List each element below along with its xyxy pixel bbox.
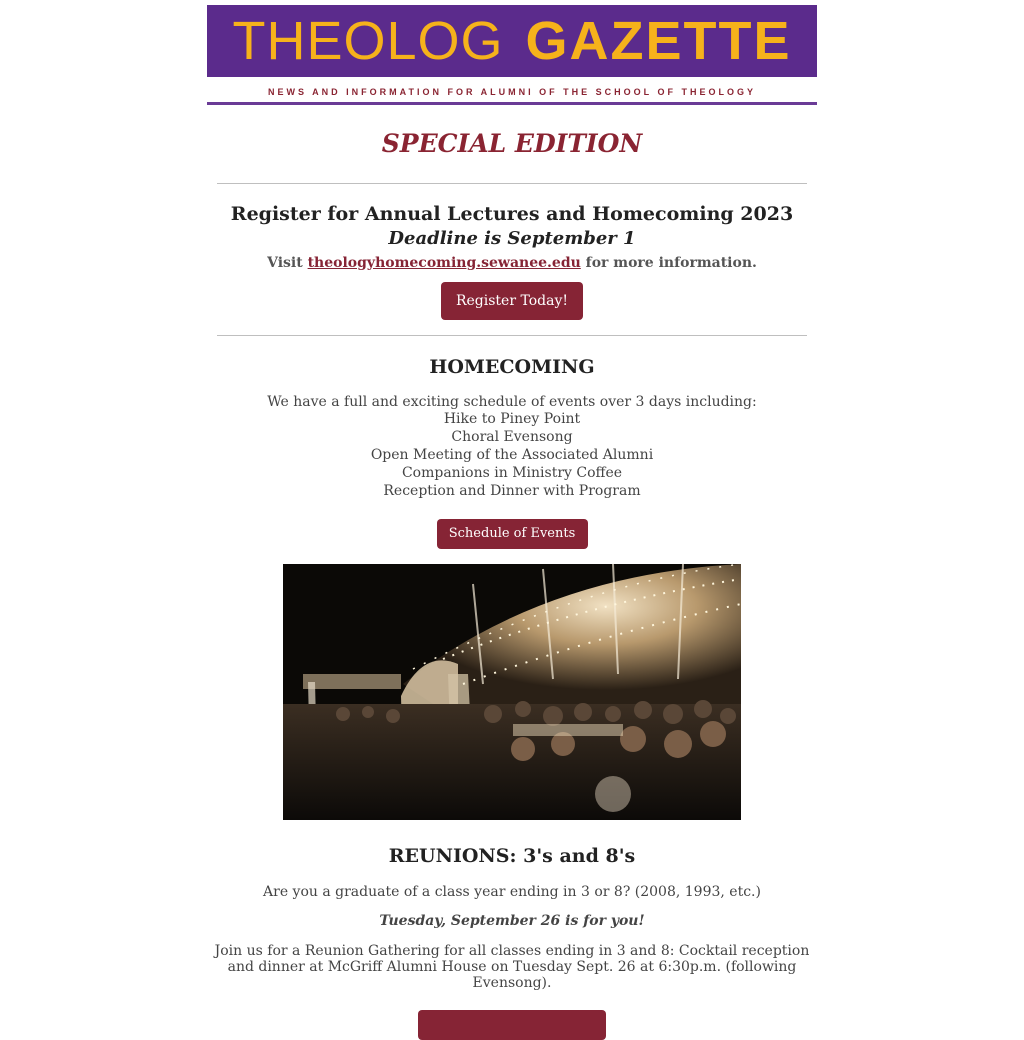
deadline-text: Deadline is September 1 (388, 228, 636, 249)
homecoming-intro: We have a full and exciting schedule of events over 3 days including: (267, 394, 757, 410)
visit-prefix: Visit (267, 255, 308, 271)
masthead-banner (207, 5, 817, 77)
homecoming-events-list (207, 410, 817, 500)
section-divider (217, 183, 807, 184)
homecoming-tent-photo (283, 564, 741, 820)
homecoming-heading: HOMECOMING (429, 356, 595, 378)
event-item: Companions in Ministry Coffee (401, 465, 623, 481)
tent-photo-illustration (283, 564, 741, 820)
reunion-button[interactable] (418, 1010, 606, 1040)
reunions-heading: REUNIONS: 3's and 8's (388, 845, 636, 867)
reunions-question: Are you a graduate of a class year ending in 3 or 8? (2008, 1993, etc.) (263, 884, 761, 900)
visit-suffix: for more information. (580, 255, 757, 271)
special-edition-title: SPECIAL EDITION (381, 129, 643, 158)
reunions-details: Join us for a Reunion Gathering for all classes ending in 3 and 8: Cocktail reception and dinner at McGriff Alumni House on Tuesday Sept. 26 at 6:30p.m. (following Evensong). (214, 943, 810, 991)
event-item: Hike to Piney Point (443, 411, 581, 427)
register-today-button[interactable]: Register Today! (441, 282, 583, 320)
register-heading: Register for Annual Lectures and Homecoming 2023 (230, 203, 794, 225)
visit-line (207, 255, 817, 271)
section-divider (217, 335, 807, 336)
masthead-title-light: THEOLOG (232, 11, 504, 71)
newsletter (207, 5, 817, 1040)
event-item: Reception and Dinner with Program (383, 483, 641, 499)
masthead-title-bold: GAZETTE (525, 11, 792, 71)
event-item: Open Meeting of the Associated Alumni (370, 447, 654, 463)
reunions-date-line: Tuesday, September 26 is for you! (379, 913, 645, 929)
event-item: Choral Evensong (451, 429, 573, 445)
masthead-divider (207, 102, 817, 105)
masthead-tagline: NEWS AND INFORMATION FOR ALUMNI OF THE SCHOOL OF THEOLOGY (268, 87, 756, 97)
schedule-of-events-button[interactable]: Schedule of Events (437, 519, 588, 549)
homecoming-website-link[interactable]: theologyhomecoming.sewanee.edu (307, 255, 581, 271)
